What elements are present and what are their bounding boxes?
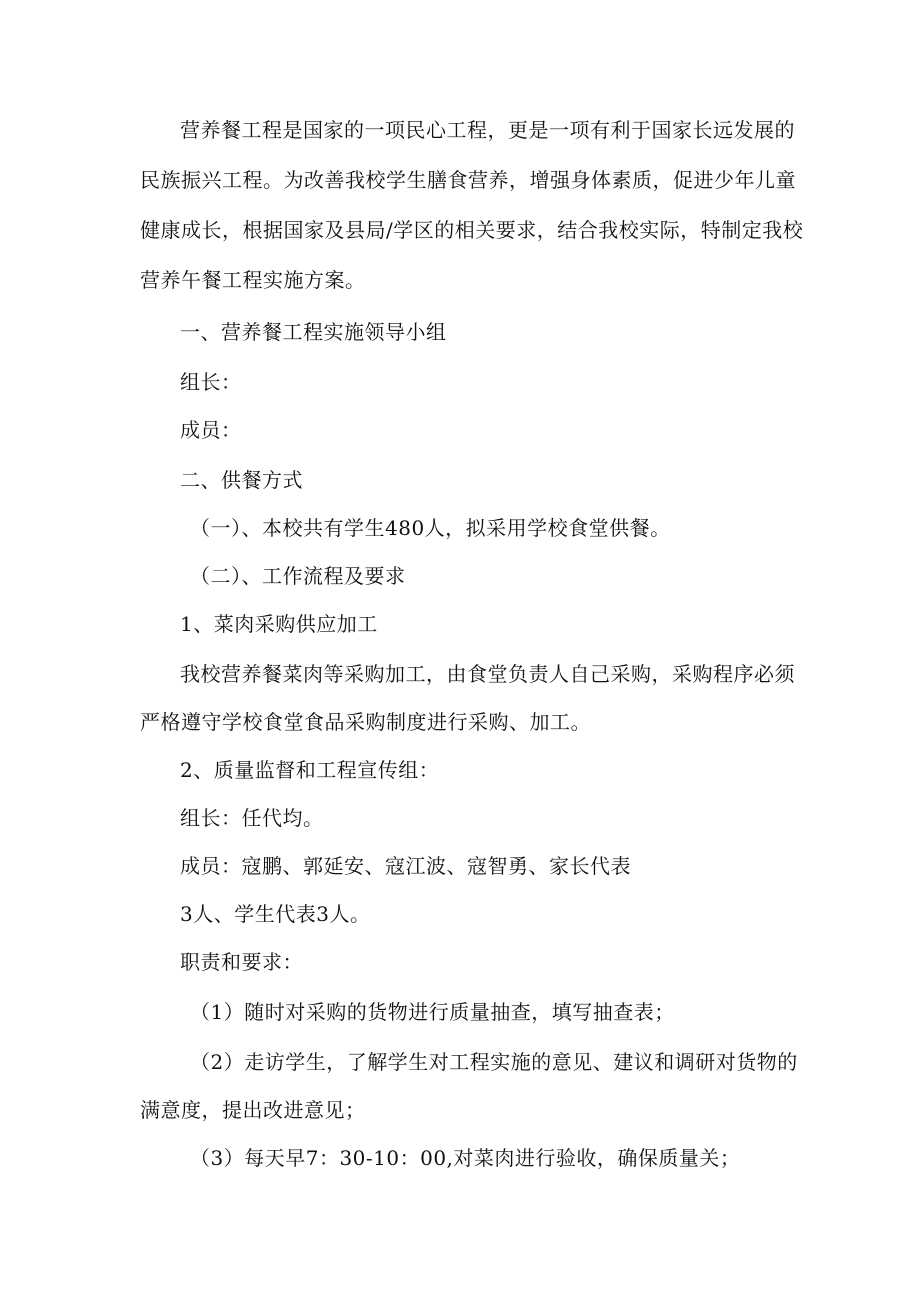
- section-heading-2: 二、供餐方式: [180, 468, 303, 492]
- duties-heading: 职责和要求：: [180, 950, 303, 974]
- intro-line-3: 健康成长，根据国家及县局/学区的相关要求，结合我校实际，特制定我校: [140, 218, 804, 242]
- intro-line-4: 营养午餐工程实施方案。: [140, 268, 366, 292]
- supervision-members-1: 成员：寇鹏、郭延安、寇江波、寇智勇、家长代表: [180, 854, 631, 878]
- intro-line-1: 营养餐工程是国家的一项民心工程，更是一项有利于国家长远发展的: [180, 118, 795, 142]
- supervision-leader: 组长：任代均。: [180, 806, 324, 830]
- supervision-members-2: 3人、学生代表3人。: [180, 902, 371, 926]
- members-line: 成员：: [180, 418, 242, 442]
- item-heading-2: 2、质量监督和工程宣传组：: [180, 758, 440, 782]
- duty-1: （1）随时对采购的货物进行质量抽查，填写抽查表；: [190, 1000, 675, 1024]
- section-heading-1: 一、营养餐工程实施领导小组: [180, 320, 447, 344]
- intro-line-2: 民族振兴工程。为改善我校学生膳食营养，增强身体素质，促进少年儿童: [140, 168, 796, 192]
- item-heading-1: 1、菜肉采购供应加工: [180, 612, 378, 636]
- subsection-2: （二）、工作流程及要求: [190, 564, 406, 588]
- duty-2-line-2: 满意度，提出改进意见；: [140, 1098, 366, 1122]
- duty-2-line-1: （2）走访学生，了解学生对工程实施的意见、建议和调研对货物的: [190, 1050, 798, 1074]
- leader-line: 组长：: [180, 370, 242, 394]
- procurement-line-1: 我校营养餐菜肉等采购加工，由食堂负责人自己采购，采购程序必须: [180, 662, 795, 686]
- procurement-line-2: 严格遵守学校食堂食品采购制度进行采购、加工。: [140, 710, 591, 734]
- subsection-1: （一）、本校共有学生480人，拟采用学校食堂供餐。: [190, 516, 671, 540]
- duty-3: （3）每天早7：30-10：00,对菜肉进行验收，确保质量关；: [190, 1146, 741, 1170]
